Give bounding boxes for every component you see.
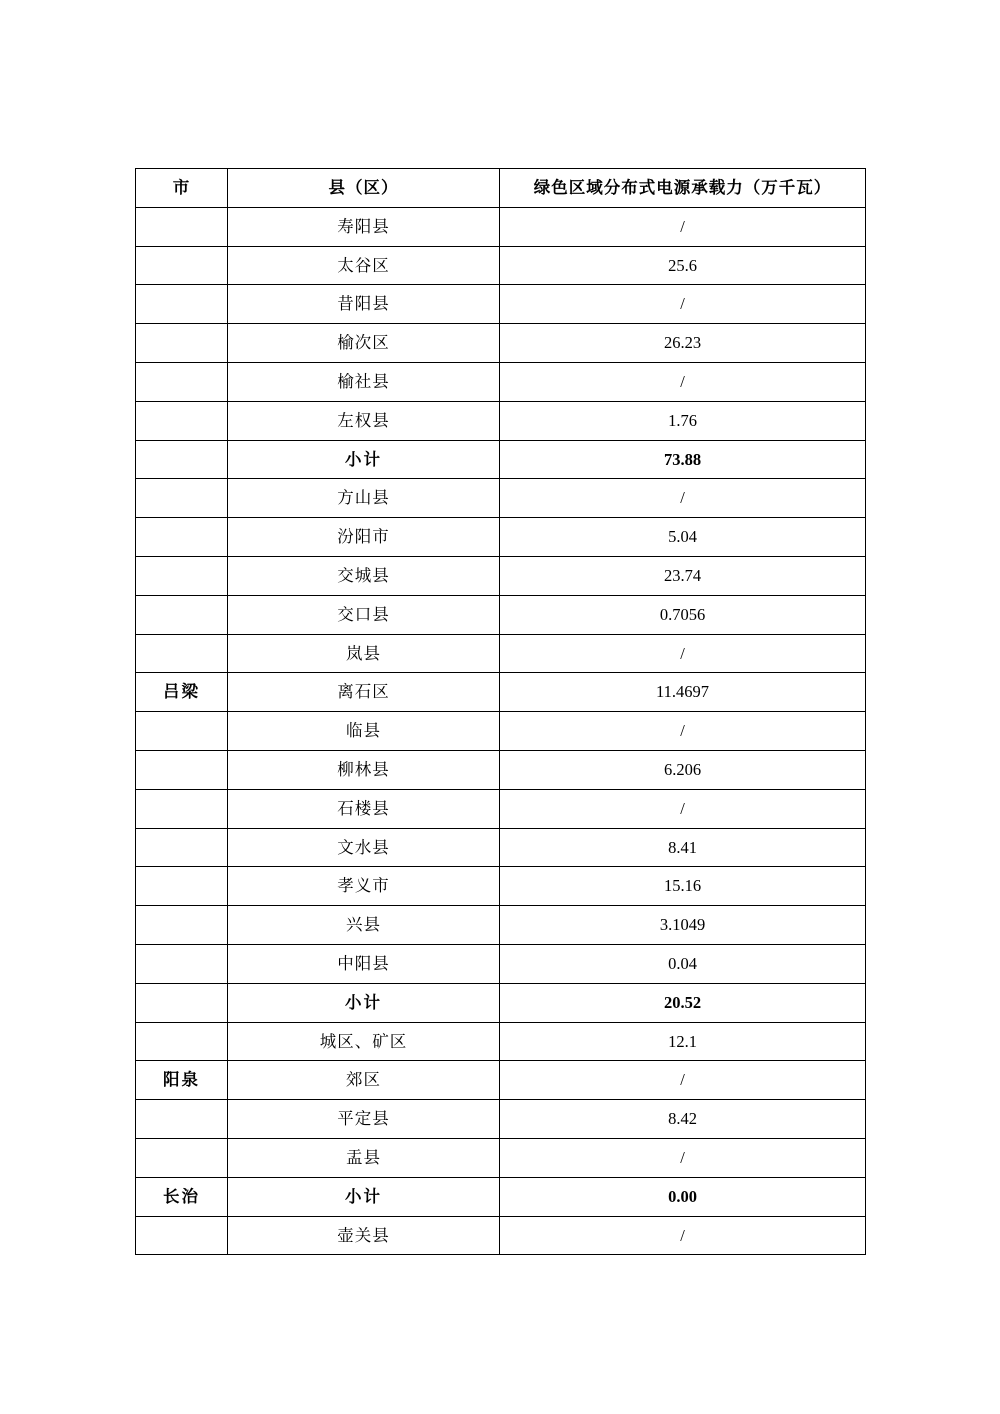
county-cell: 文水县 xyxy=(228,828,500,867)
county-cell: 寿阳县 xyxy=(228,207,500,246)
table-row xyxy=(136,1177,866,1216)
county-cell: 孝义市 xyxy=(228,867,500,906)
table-row xyxy=(136,324,866,363)
county-cell: 城区、矿区 xyxy=(228,1022,500,1061)
table-row xyxy=(136,285,866,324)
subtotal-value-cell: 20.52 xyxy=(500,983,866,1022)
city-cell-empty xyxy=(136,1138,228,1177)
city-cell: 阳泉 xyxy=(136,1061,228,1100)
value-cell: 26.23 xyxy=(500,324,866,363)
value-cell: 23.74 xyxy=(500,556,866,595)
value-cell: / xyxy=(500,1061,866,1100)
city-cell: 长治 xyxy=(136,1177,228,1216)
table-row xyxy=(136,750,866,789)
value-cell: / xyxy=(500,207,866,246)
city-cell-empty xyxy=(136,634,228,673)
carrying-capacity-table xyxy=(135,168,866,1255)
county-cell: 左权县 xyxy=(228,401,500,440)
county-cell: 昔阳县 xyxy=(228,285,500,324)
table-row xyxy=(136,440,866,479)
table-row xyxy=(136,1216,866,1255)
value-cell: / xyxy=(500,285,866,324)
city-cell-empty xyxy=(136,750,228,789)
county-cell: 壶关县 xyxy=(228,1216,500,1255)
city-cell-empty xyxy=(136,595,228,634)
column-header-city: 市 xyxy=(136,169,228,208)
table-row xyxy=(136,1138,866,1177)
city-cell-empty xyxy=(136,324,228,363)
value-cell: 25.6 xyxy=(500,246,866,285)
county-cell: 方山县 xyxy=(228,479,500,518)
table-row xyxy=(136,479,866,518)
table-row xyxy=(136,789,866,828)
county-cell: 榆次区 xyxy=(228,324,500,363)
city-cell: 吕梁 xyxy=(136,673,228,712)
subtotal-label-cell: 小计 xyxy=(228,1177,500,1216)
county-cell: 郊区 xyxy=(228,1061,500,1100)
city-cell-empty xyxy=(136,944,228,983)
city-cell-empty xyxy=(136,479,228,518)
city-cell-empty xyxy=(136,1100,228,1139)
value-cell: / xyxy=(500,789,866,828)
column-header-county: 县（区） xyxy=(228,169,500,208)
subtotal-value-cell: 73.88 xyxy=(500,440,866,479)
table-row xyxy=(136,944,866,983)
table-row xyxy=(136,906,866,945)
table-row xyxy=(136,518,866,557)
value-cell: / xyxy=(500,479,866,518)
value-cell: 15.16 xyxy=(500,867,866,906)
table-row xyxy=(136,595,866,634)
city-cell-empty xyxy=(136,246,228,285)
city-cell-empty xyxy=(136,828,228,867)
city-cell-empty xyxy=(136,1022,228,1061)
city-cell-empty xyxy=(136,362,228,401)
city-cell-empty xyxy=(136,207,228,246)
table-row xyxy=(136,556,866,595)
city-cell-empty xyxy=(136,1216,228,1255)
county-cell: 临县 xyxy=(228,712,500,751)
city-cell-empty xyxy=(136,401,228,440)
subtotal-value-cell: 0.00 xyxy=(500,1177,866,1216)
value-cell: 11.4697 xyxy=(500,673,866,712)
value-cell: 12.1 xyxy=(500,1022,866,1061)
table-row xyxy=(136,673,866,712)
table-row xyxy=(136,867,866,906)
table-row xyxy=(136,712,866,751)
table-header-row xyxy=(136,169,866,208)
county-cell: 岚县 xyxy=(228,634,500,673)
value-cell: 8.42 xyxy=(500,1100,866,1139)
city-cell-empty xyxy=(136,789,228,828)
city-cell-empty xyxy=(136,867,228,906)
city-cell-empty xyxy=(136,556,228,595)
value-cell: 1.76 xyxy=(500,401,866,440)
table-body xyxy=(136,169,866,1255)
value-cell: 3.1049 xyxy=(500,906,866,945)
table-row xyxy=(136,1061,866,1100)
value-cell: / xyxy=(500,712,866,751)
table-row xyxy=(136,1100,866,1139)
value-cell: 0.04 xyxy=(500,944,866,983)
value-cell: / xyxy=(500,1216,866,1255)
value-cell: / xyxy=(500,634,866,673)
county-cell: 中阳县 xyxy=(228,944,500,983)
table-row xyxy=(136,246,866,285)
table-row xyxy=(136,401,866,440)
table-row xyxy=(136,207,866,246)
county-cell: 汾阳市 xyxy=(228,518,500,557)
county-cell: 交口县 xyxy=(228,595,500,634)
value-cell: 0.7056 xyxy=(500,595,866,634)
value-cell: / xyxy=(500,362,866,401)
county-cell: 平定县 xyxy=(228,1100,500,1139)
table-row xyxy=(136,983,866,1022)
county-cell: 盂县 xyxy=(228,1138,500,1177)
city-cell-empty xyxy=(136,983,228,1022)
county-cell: 离石区 xyxy=(228,673,500,712)
county-cell: 石楼县 xyxy=(228,789,500,828)
county-cell: 太谷区 xyxy=(228,246,500,285)
table-row xyxy=(136,362,866,401)
table-row xyxy=(136,634,866,673)
county-cell: 柳林县 xyxy=(228,750,500,789)
value-cell: 6.206 xyxy=(500,750,866,789)
county-cell: 榆社县 xyxy=(228,362,500,401)
subtotal-label-cell: 小计 xyxy=(228,440,500,479)
city-cell-empty xyxy=(136,518,228,557)
county-cell: 交城县 xyxy=(228,556,500,595)
city-cell-empty xyxy=(136,285,228,324)
subtotal-label-cell: 小计 xyxy=(228,983,500,1022)
value-cell: 8.41 xyxy=(500,828,866,867)
city-cell-empty xyxy=(136,712,228,751)
value-cell: / xyxy=(500,1138,866,1177)
city-cell-empty xyxy=(136,440,228,479)
city-cell-empty xyxy=(136,906,228,945)
value-cell: 5.04 xyxy=(500,518,866,557)
table-row xyxy=(136,1022,866,1061)
county-cell: 兴县 xyxy=(228,906,500,945)
table-row xyxy=(136,828,866,867)
column-header-value: 绿色区域分布式电源承载力（万千瓦） xyxy=(500,169,866,208)
